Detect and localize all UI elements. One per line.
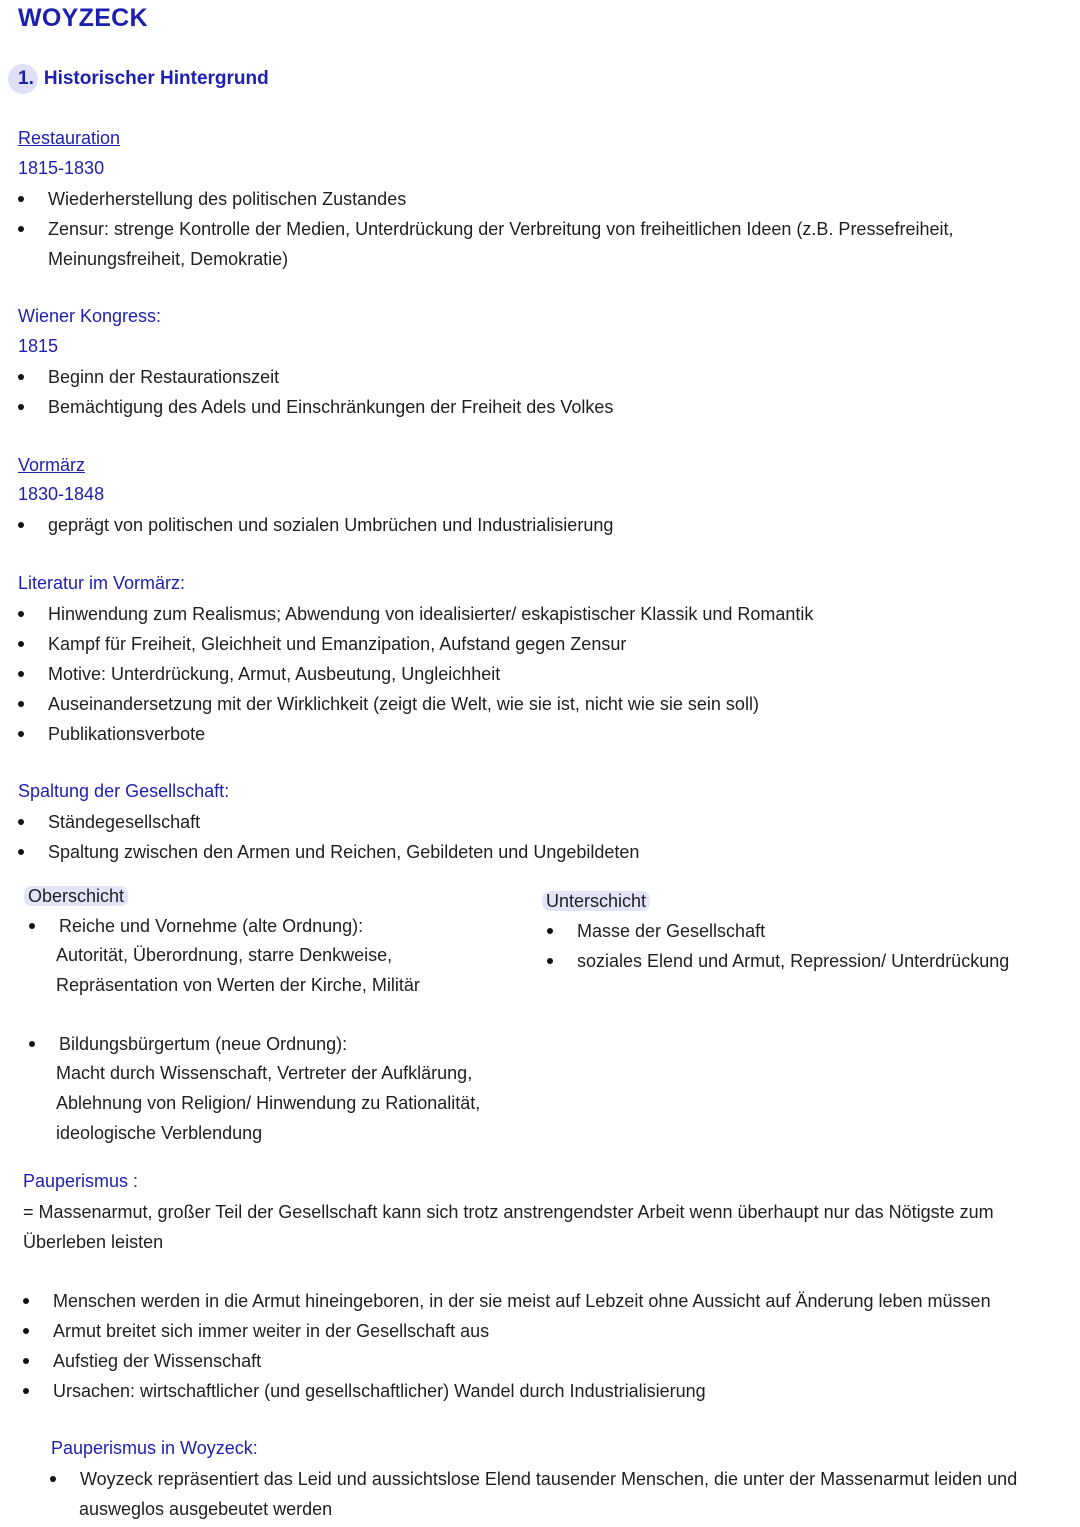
section-heading [18,68,269,90]
oberschicht-detail: Autorität, Überordnung, starre Denkweise, [56,945,393,965]
document-title: WOYZECK [18,4,148,32]
oberschicht-heading: Oberschicht [24,881,128,911]
vormaerz-years: 1830-1848 [18,484,105,504]
oberschicht-detail: ideologische Verblendung [56,1123,263,1143]
pauperismus-definition: = Massenarmut, großer Teil der Gesellschaft kann sich trotz anstrengendster Arbeit wenn überhaupt nur das Nötigste zum [23,1202,994,1222]
wiener-kongress-heading: Wiener Kongress: [18,306,162,326]
oberschicht-detail: Repräsentation von Werten der Kirche, Militär [56,975,420,995]
list-item-continuation: ausweglos ausgebeutet werden [79,1499,333,1519]
unterschicht-heading: Unterschicht [542,886,650,916]
vormaerz-heading: Vormärz [18,455,86,475]
pauperismus-heading: Pauperismus : [23,1171,139,1191]
wiener-kongress-year: 1815 [18,336,59,356]
woyzeck-heading: Pauperismus in Woyzeck: [51,1438,258,1458]
restauration-heading: Restauration [18,128,121,148]
pauperismus-definition: Überleben leisten [23,1232,164,1252]
spaltung-heading: Spaltung der Gesellschaft: [18,781,230,801]
section-title: Historischer Hintergrund [43,68,269,89]
restauration-years: 1815-1830 [18,158,105,178]
section-number: 1. [18,68,34,89]
oberschicht-detail: Macht durch Wissenschaft, Vertreter der Aufklärung, [56,1063,473,1083]
oberschicht-detail: Ablehnung von Religion/ Hinwendung zu Rationalität, [56,1093,481,1113]
literatur-heading: Literatur im Vormärz: [18,573,186,593]
